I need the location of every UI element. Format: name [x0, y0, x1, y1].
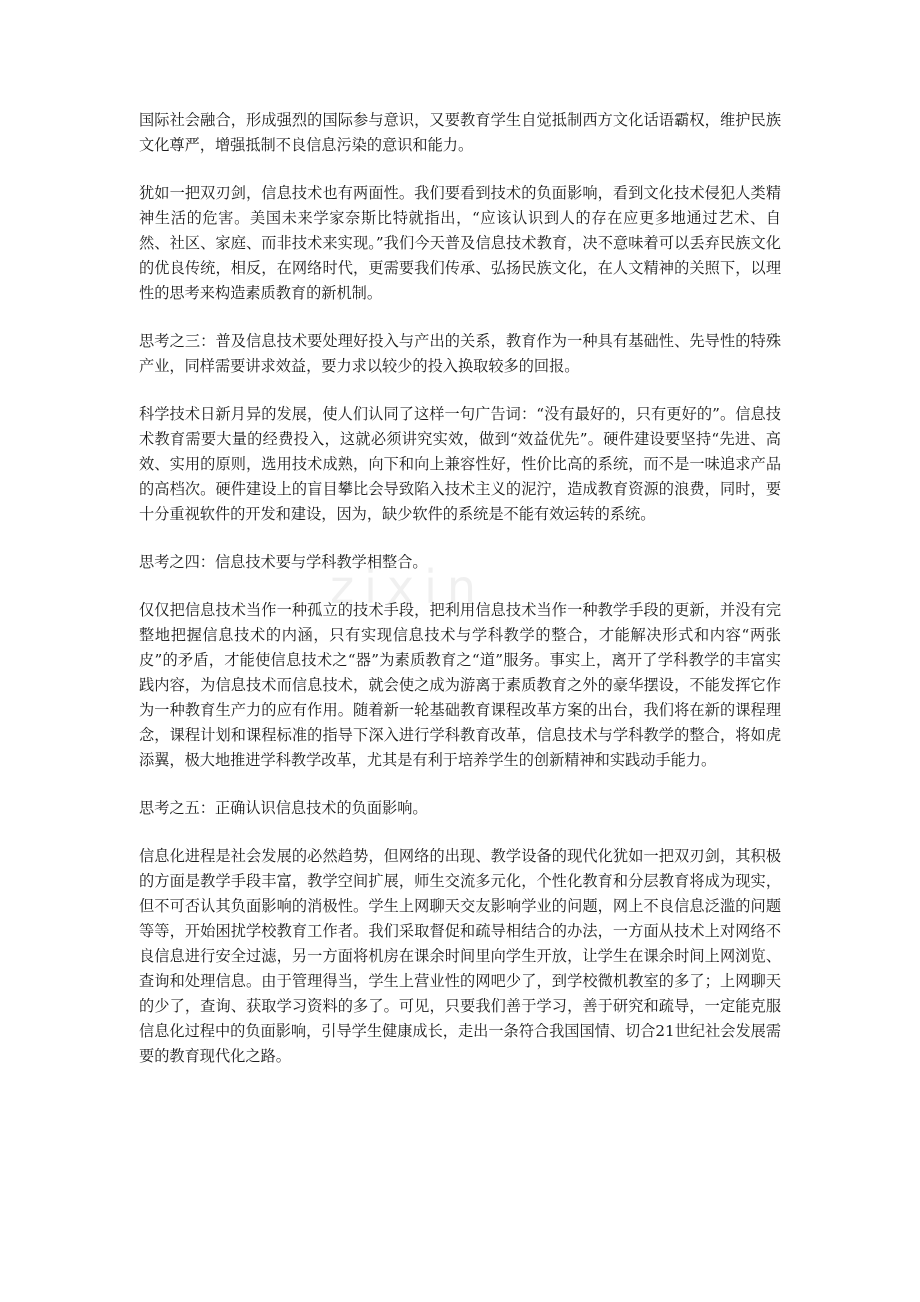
paragraph-3: 思考之三：普及信息技术要处理好投入与产出的关系，教育作为一种具有基础性、先导性的特殊产业，同样需要讲求效益，要力求以较少的投入换取较多的回报。: [139, 332, 781, 375]
paragraph-4: 科学技术日新月异的发展，使人们认同了这样一句广告词：“没有最好的，只有更好的”。信息技术教育需要大量的经费投入，这就必须讲究实效，做到“效益优先”。硬件建设要坚持“先进、高效、实用的原则，选用技术成熟，向下和向上兼容性好，性价比高的系统，而不是一味追求产品的高档次。硬件建设上的盲目攀比会导致陷入技术主义的泥泞，造成教育资源的浪费，同时，要十分重视软件的开发和建设，因为，缺少软件的系统是不能有效运转的系统。: [139, 405, 781, 523]
paragraph-8: 信息化进程是社会发展的必然趋势，但网络的出现、教学设备的现代化犹如一把双刃剑，其积极的方面是教学手段丰富，教学空间扩展，师生交流多元化，个性化教育和分层教育将成为现实，但不可否认其负面影响的消极性。学生上网聊天交友影响学业的问题，网上不良信息泛滥的问题等等，开始困扰学校教育工作者。我们采取督促和疏导相结合的办法，一方面从技术上对网络不良信息进行安全过滤，另一方面将机房在课余时间里向学生开放，让学生在课余时间上网浏览、查询和处理信息。由于管理得当，学生上营业性的网吧少了，到学校微机教室的多了；上网聊天的少了，查询、获取学习资料的多了。可见，只要我们善于学习，善于研究和疏导，一定能克服信息化过程中的负面影响，引导学生健康成长，走出一条符合我国国情、切合21世纪社会发展需要的教育现代化之路。: [139, 847, 782, 1065]
paragraph-5: 思考之四：信息技术要与学科教学相整合。: [139, 553, 428, 571]
paragraph-7: 思考之五：正确认识信息技术的负面影响。: [139, 799, 428, 817]
paragraph-2: 犹如一把双刃剑，信息技术也有两面性。我们要看到技术的负面影响，看到文化技术侵犯人类精神生活的危害。美国未来学家奈斯比特就指出，“应该认识到人的存在应更多地通过艺术、自然、社区、家庭、而非技术来实现。”我们今天普及信息技术教育，决不意味着可以丢弃民族文化的优良传统，相反，在网络时代，更需要我们传承、弘扬民族文化，在人文精神的关照下，以理性的思考来构造素质教育的新机制。: [139, 184, 781, 302]
paragraph-6: 仅仅把信息技术当作一种孤立的技术手段，把利用信息技术当作一种教学手段的更新，并没有完整地把握信息技术的内涵，只有实现信息技术与学科教学的整合，才能解决形式和内容“两张皮”的矛盾，才能使信息技术之“器”为素质教育之“道”服务。事实上，离开了学科教学的丰富实践内容，为信息技术而信息技术，就会使之成为游离于素质教育之外的豪华摆设，不能发挥它作为一种教育生产力的应有作用。随着新一轮基础教育课程改革方案的出台，我们将在新的课程理念，课程计划和课程标准的指导下深入进行学科教育改革，信息技术与学科教学的整合，将如虎添翼，极大地推进学科教学改革，尤其是有利于培养学生的创新精神和实践动手能力。: [139, 601, 781, 769]
paragraph-1: 国际社会融合，形成强烈的国际参与意识，又要教育学生自觉抵制西方文化话语霸权，维护民族文化尊严，增强抵制不良信息污染的意识和能力。: [139, 111, 781, 154]
watermark: zixin: [330, 560, 487, 614]
document-body: [139, 108, 781, 1092]
